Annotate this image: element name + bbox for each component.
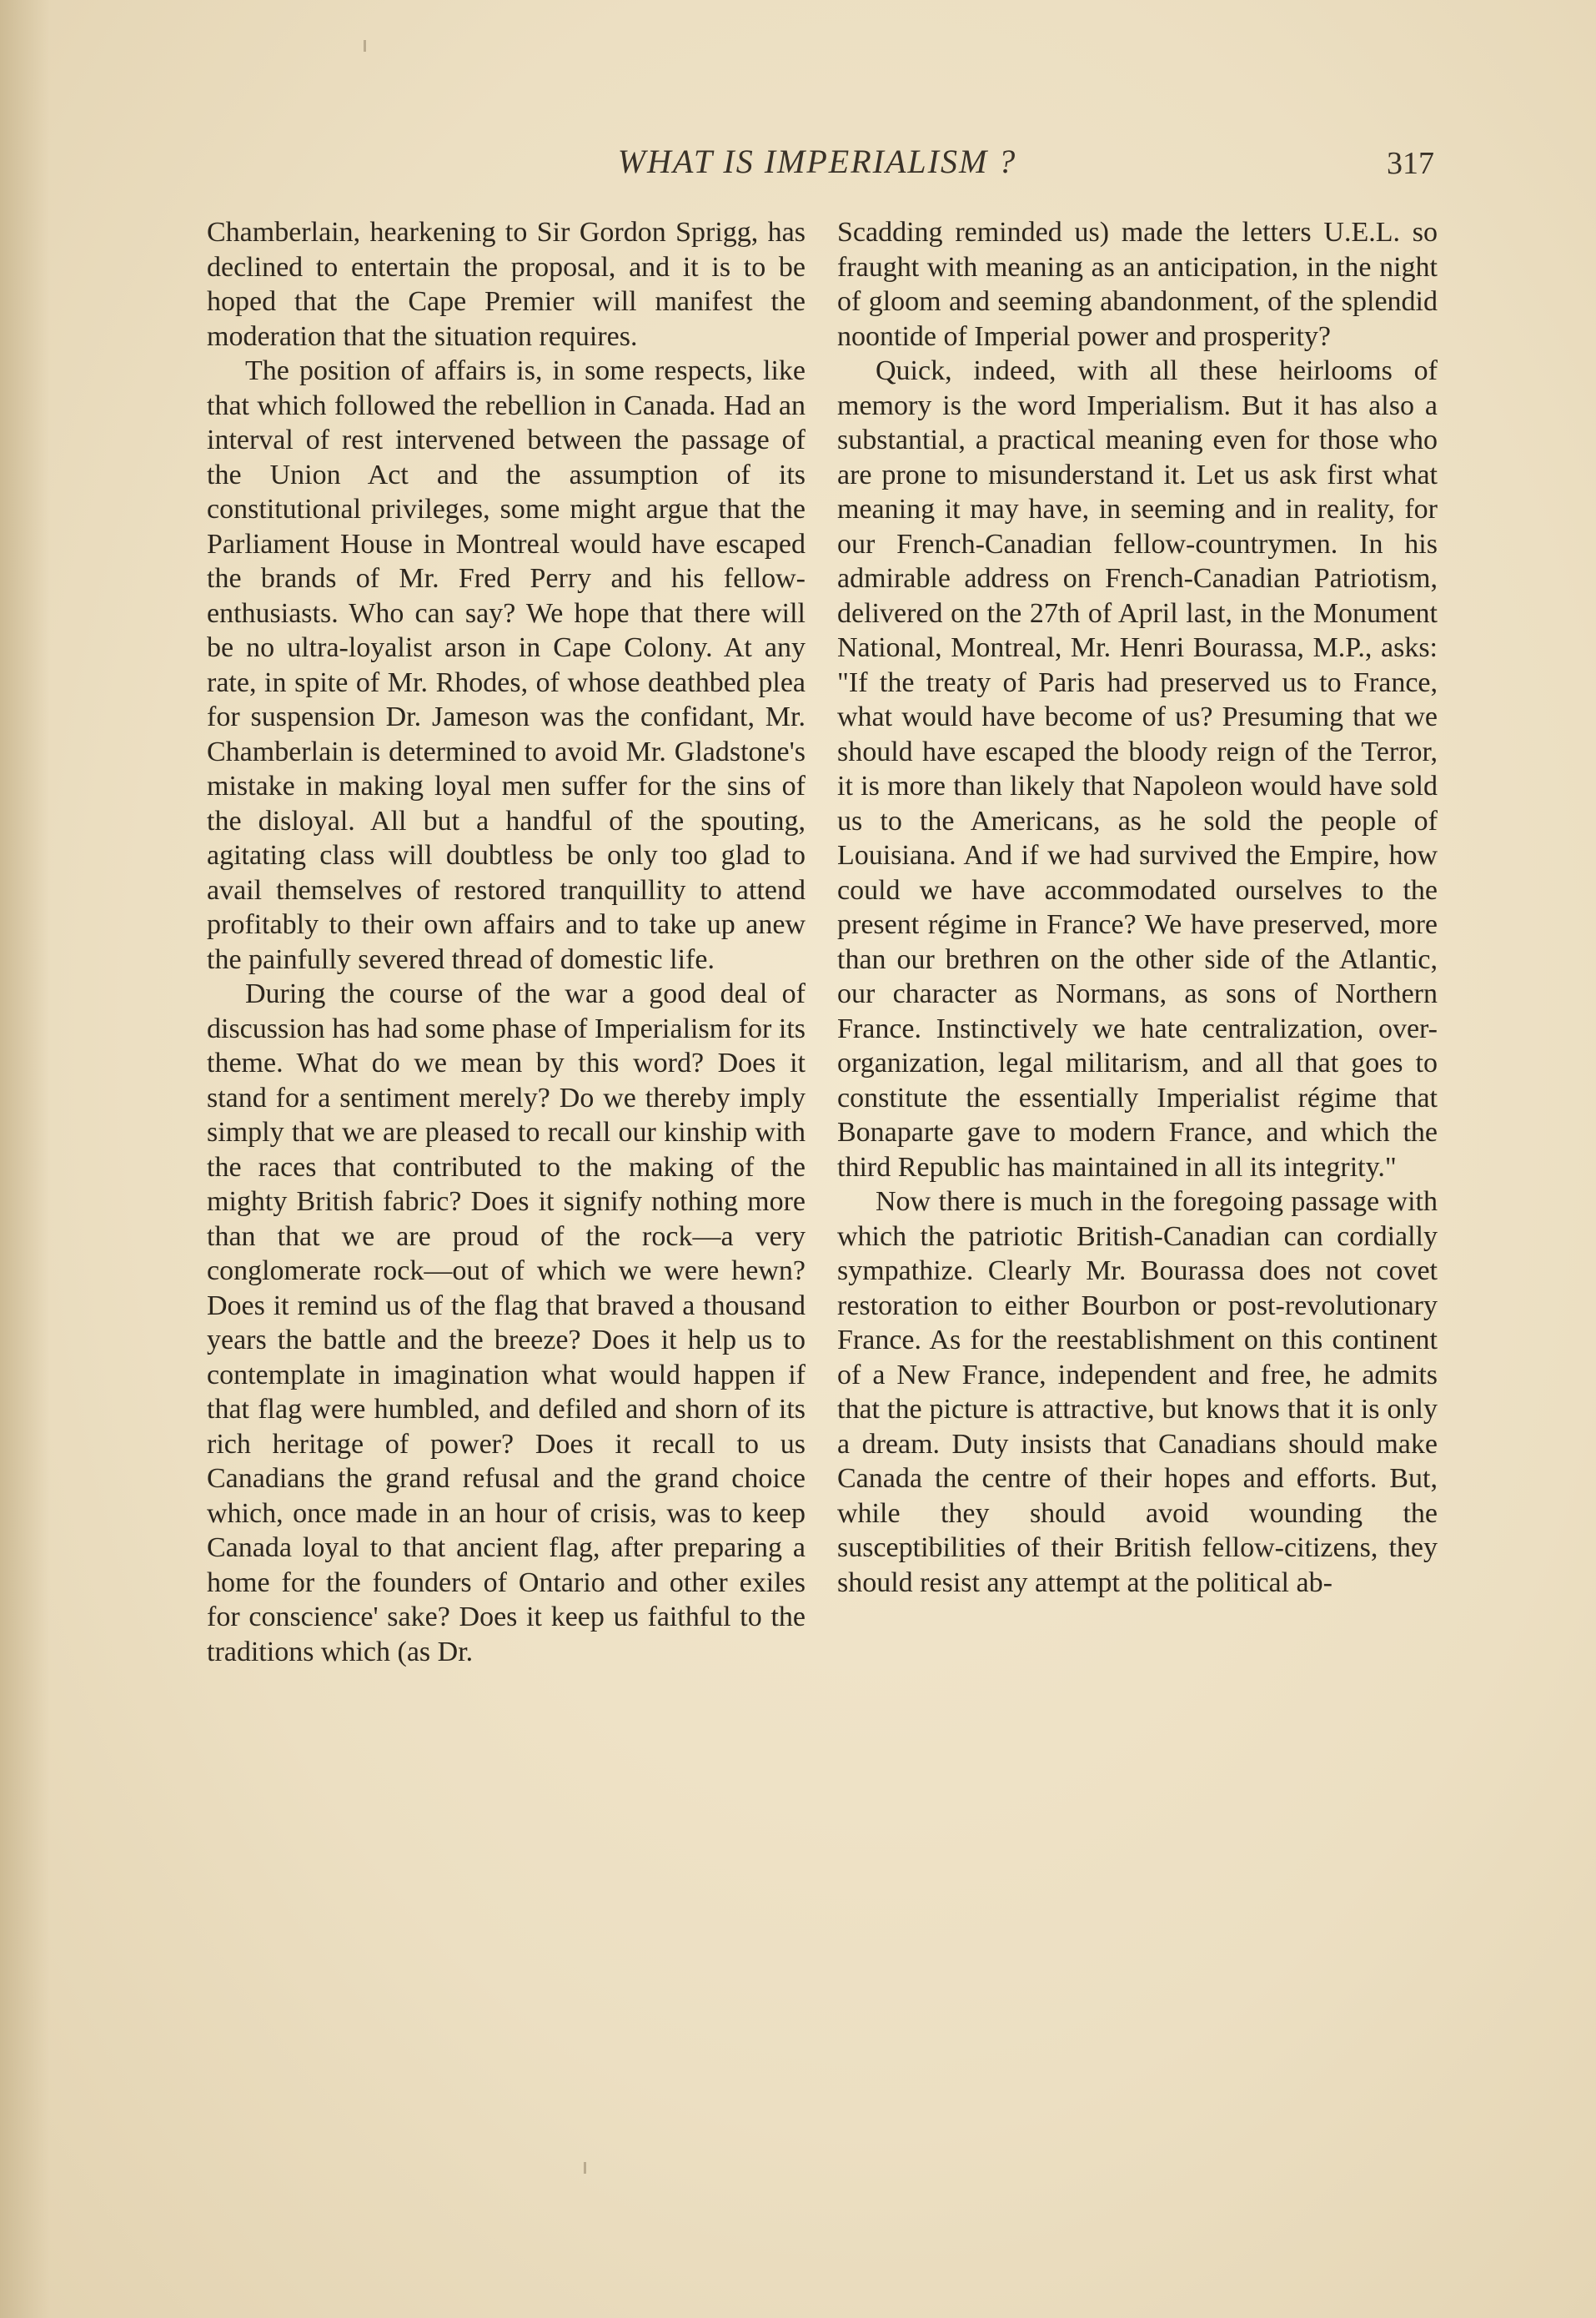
right-column: [837, 215, 1438, 1600]
running-title: WHAT IS IMPERIALISM ?: [617, 143, 1017, 180]
paragraph: The position of affairs is, in some respects, like that which followed the rebellion in Canada. Had an interval of rest intervened between the passage of the Union Act and the assumption of its constitutional privileges, some might argue that the Parliament House in Montreal would have escaped the brands of Mr. Fred Perry and his fellow-enthusiasts. Who can say? We hope that there will be no ultra-loyalist arson in Cape Colony. At any rate, in spite of Mr. Rhodes, of whose deathbed plea for suspension Dr. Jameson was the confidant, Mr. Chamberlain is determined to avoid Mr. Gladstone's mistake in making loyal men suffer for the sins of the disloyal. All but a handful of the spouting, agitating class will doubtless be only too glad to avail themselves of restored tranquillity to attend profitably to their own affairs and to take up anew the painfully severed thread of domestic life.: [207, 355, 806, 975]
paper-speck: [364, 40, 366, 52]
paragraph: Chamberlain, hearkening to Sir Gordon Sprigg, has declined to entertain the proposal, and it is to be hoped that the Cape Premier will manifest the moderation that the situation requires.: [207, 217, 806, 352]
paragraph: Quick, indeed, with all these heirlooms of memory is the word Imperialism. But it has also a substantial, a practical meaning even for those who are prone to misunderstand it. Let us ask first what meaning it may have, in seeming and in reality, for our French-Canadian fellow-countrymen. In his admirable address on French-Canadian Patriotism, delivered on the 27th of April last, in the Monument National, Montreal, Mr. Henri Bourassa, M.P., asks: "If the treaty of Paris had preserved us to France, what would have become of us? Presuming that we should have escaped the bloody reign of the Terror, it is more than likely that Napoleon would have sold us to the Americans, as he sold the people of Louisiana. And if we had survived the Empire, how could we have accommodated ourselves to the present régime in France? We have preserved, more than our brethren on the other side of the Atlantic, our character as Normans, as sons of Northern France. Instinctively we hate centralization, over-organization, legal militarism, and all that goes to constitute the essentially Imperialist régime that Bonaparte gave to modern France, and which the third Republic has maintained in all its integrity.": [837, 355, 1438, 1183]
page-header: [200, 142, 1434, 192]
page-number: 317: [1387, 146, 1434, 181]
left-column: [207, 215, 806, 1669]
paragraph: Scadding reminded us) made the letters U.E.L. so fraught with meaning as an anticipation, in the night of gloom and seeming abandonment, of the splendid noontide of Imperial power and prosperity?: [837, 217, 1438, 352]
paragraph: Now there is much in the foregoing passage with which the patriotic British-Canadian can cordially sympathize. Clearly Mr. Bourassa does not covet restoration to either Bourbon or post-revolutionary France. As for the reestablishment on this continent of a New France, independent and free, he admits that the picture is attractive, but knows that it is only a dream. Duty insists that Canadians should make Canada the centre of their hopes and efforts. But, while they should avoid wounding the susceptibilities of their British fellow-citizens, they should resist any attempt at the political ab-: [837, 1186, 1438, 1598]
paragraph: During the course of the war a good deal of discussion has had some phase of Imperialism for its theme. What do we mean by this word? Does it stand for a sentiment merely? Do we thereby imply simply that we are pleased to recall our kinship with the races that contributed to the making of the mighty British fabric? Does it signify nothing more than that we are proud of the rock—a very conglomerate rock—out of which we were hewn? Does it remind us of the flag that braved a thousand years the battle and the breeze? Does it help us to contemplate in imagination what would happen if that flag were humbled, and defiled and shorn of its rich heritage of power? Does it recall to us Canadians the grand refusal and the grand choice which, once made in an hour of crisis, was to keep Canada loyal to that ancient flag, after preparing a home for the founders of Ontario and other exiles for conscience' sake? Does it keep us faithful to the traditions which (as Dr.: [207, 978, 806, 1667]
page-gutter-shadow: [0, 0, 50, 2318]
paper-speck: [584, 2162, 586, 2174]
